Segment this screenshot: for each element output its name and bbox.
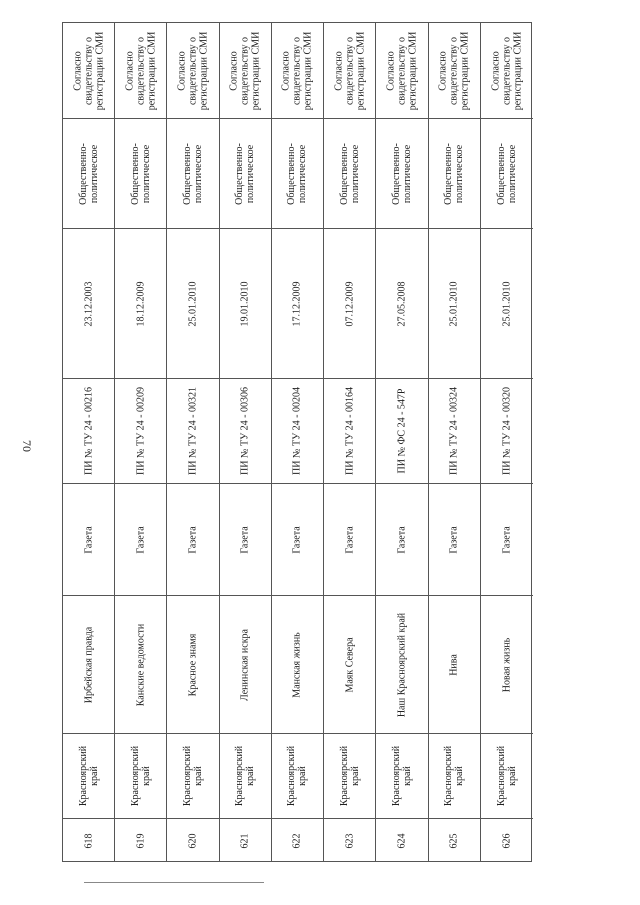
title-cell: [272, 595, 323, 733]
topic-cell: [324, 118, 375, 228]
topic-cell: [115, 118, 166, 228]
type-cell-text: Газета: [187, 525, 199, 554]
title-cell-text: Ирбейская правда: [83, 626, 95, 703]
basis-cell-text: Согласно свидетельству о регистрации СМИ: [437, 31, 471, 110]
region-cell: [376, 733, 427, 818]
basis-cell: [429, 23, 480, 118]
date-cell: [272, 228, 323, 378]
row-number-cell-text: 624: [396, 833, 408, 849]
topic-cell-text: Общественно- политическое: [129, 142, 152, 205]
title-cell: [376, 595, 427, 733]
title-cell-text: Маяк Севера: [344, 636, 356, 693]
basis-cell: [167, 23, 218, 118]
type-cell: [220, 483, 271, 595]
date-cell: [481, 228, 533, 378]
title-cell-text: Канские ведомости: [135, 623, 147, 706]
row-number-cell-text: 626: [501, 833, 513, 849]
basis-cell-text: Согласно свидетельству о регистрации СМИ: [490, 31, 524, 110]
type-cell-text: Газета: [396, 525, 408, 554]
page-number: 70: [20, 440, 34, 452]
reg-number-cell: [167, 378, 218, 483]
reg-number-cell: [115, 378, 166, 483]
row-number-cell: [167, 818, 218, 863]
basis-cell-text: Согласно свидетельству о регистрации СМИ: [176, 31, 210, 110]
row-number-cell: [481, 818, 533, 863]
basis-cell-text: Согласно свидетельству о регистрации СМИ: [72, 31, 106, 110]
type-cell-text: Газета: [448, 525, 460, 554]
type-cell-text: Газета: [501, 525, 513, 554]
reg-number-cell-text: ПИ № ТУ 24 - 00164: [344, 386, 356, 476]
table-row: [324, 23, 376, 861]
date-cell-text: 27.05.2008: [396, 281, 408, 326]
table-row: [376, 23, 428, 861]
reg-number-cell: [63, 378, 114, 483]
row-number-cell: [115, 818, 166, 863]
topic-cell: [429, 118, 480, 228]
date-cell: [167, 228, 218, 378]
table-row: [167, 23, 219, 861]
basis-cell: [324, 23, 375, 118]
title-cell: [324, 595, 375, 733]
type-cell-text: Газета: [291, 525, 303, 554]
date-cell-text: 17.12.2009: [291, 281, 303, 326]
date-cell-text: 18.12.2009: [135, 281, 147, 326]
topic-cell: [167, 118, 218, 228]
topic-cell: [376, 118, 427, 228]
reg-number-cell-text: ПИ № ТУ 24 - 00216: [83, 386, 95, 476]
type-cell: [63, 483, 114, 595]
title-cell-text: Наш Красноярский край: [396, 612, 408, 717]
reg-number-cell-text: ПИ № ТУ 24 - 00321: [187, 386, 199, 476]
region-cell-text: Красноярский край: [286, 745, 309, 807]
topic-cell-text: Общественно- политическое: [286, 142, 309, 205]
title-cell-text: Новая жизнь: [501, 637, 513, 692]
table-row: [272, 23, 324, 861]
basis-cell: [481, 23, 533, 118]
type-cell: [115, 483, 166, 595]
table-row: [115, 23, 167, 861]
region-cell: [167, 733, 218, 818]
topic-cell-text: Общественно- политическое: [495, 142, 518, 205]
row-number-cell: [376, 818, 427, 863]
basis-cell: [63, 23, 114, 118]
title-cell: [481, 595, 533, 733]
type-cell: [272, 483, 323, 595]
reg-number-cell: [376, 378, 427, 483]
region-cell-text: Красноярский край: [443, 745, 466, 807]
region-cell: [429, 733, 480, 818]
row-number-cell: [324, 818, 375, 863]
reg-number-cell-text: ПИ № ТУ 24 - 00209: [135, 386, 147, 476]
region-cell: [220, 733, 271, 818]
region-cell: [63, 733, 114, 818]
topic-cell: [220, 118, 271, 228]
region-cell: [115, 733, 166, 818]
region-cell-text: Красноярский край: [234, 745, 257, 807]
title-cell: [63, 595, 114, 733]
footer-rule: [84, 882, 264, 883]
date-cell: [63, 228, 114, 378]
reg-number-cell-text: ПИ № ТУ 24 - 00306: [239, 386, 251, 476]
row-number-cell: [272, 818, 323, 863]
type-cell: [481, 483, 533, 595]
date-cell-text: 25.01.2010: [501, 281, 513, 326]
date-cell: [429, 228, 480, 378]
reg-number-cell: [481, 378, 533, 483]
region-cell-text: Красноярский край: [182, 745, 205, 807]
region-cell-text: Красноярский край: [495, 745, 518, 807]
row-number-cell-text: 621: [239, 833, 251, 849]
title-cell: [429, 595, 480, 733]
table-row: [63, 23, 115, 861]
region-cell-text: Красноярский край: [338, 745, 361, 807]
basis-cell-text: Согласно свидетельству о регистрации СМИ: [280, 31, 314, 110]
table-row: [220, 23, 272, 861]
row-number-cell: [63, 818, 114, 863]
date-cell: [324, 228, 375, 378]
reg-number-cell-text: ПИ № ТУ 24 - 00324: [448, 386, 460, 476]
title-cell: [220, 595, 271, 733]
basis-cell: [272, 23, 323, 118]
topic-cell-text: Общественно- политическое: [234, 142, 257, 205]
type-cell: [376, 483, 427, 595]
type-cell-text: Газета: [344, 525, 356, 554]
topic-cell: [481, 118, 533, 228]
table-row: [481, 23, 533, 861]
reg-number-cell: [220, 378, 271, 483]
topic-cell-text: Общественно- политическое: [338, 142, 361, 205]
row-number-cell: [429, 818, 480, 863]
topic-cell: [63, 118, 114, 228]
basis-cell: [115, 23, 166, 118]
row-number-cell: [220, 818, 271, 863]
reg-number-cell-text: ПИ № ФС 24 - 547Р: [396, 388, 408, 474]
type-cell: [167, 483, 218, 595]
row-number-cell-text: 618: [83, 833, 95, 849]
type-cell-text: Газета: [239, 525, 251, 554]
basis-cell-text: Согласно свидетельству о регистрации СМИ: [228, 31, 262, 110]
date-cell-text: 23.12.2003: [83, 281, 95, 326]
region-cell-text: Красноярский край: [77, 745, 100, 807]
registry-table: [62, 22, 532, 862]
region-cell: [272, 733, 323, 818]
topic-cell-text: Общественно- политическое: [77, 142, 100, 205]
title-cell: [167, 595, 218, 733]
row-number-cell-text: 625: [448, 833, 460, 849]
region-cell: [324, 733, 375, 818]
reg-number-cell-text: ПИ № ТУ 24 - 00204: [291, 386, 303, 476]
basis-cell-text: Согласно свидетельству о регистрации СМИ: [333, 31, 367, 110]
reg-number-cell-text: ПИ № ТУ 24 - 00320: [501, 386, 513, 476]
basis-cell-text: Согласно свидетельству о регистрации СМИ: [385, 31, 419, 110]
type-cell-text: Газета: [83, 525, 95, 554]
row-number-cell-text: 622: [291, 833, 303, 849]
date-cell-text: 19.01.2010: [239, 281, 251, 326]
topic-cell-text: Общественно- политическое: [443, 142, 466, 205]
date-cell-text: 07.12.2009: [344, 281, 356, 326]
topic-cell-text: Общественно- политическое: [182, 142, 205, 205]
row-number-cell-text: 623: [344, 833, 356, 849]
row-number-cell-text: 619: [135, 833, 147, 849]
basis-cell: [376, 23, 427, 118]
topic-cell-text: Общественно- политическое: [390, 142, 413, 205]
table-row: [429, 23, 481, 861]
type-cell: [324, 483, 375, 595]
title-cell-text: Манская жизнь: [291, 631, 303, 698]
title-cell-text: Красное знамя: [187, 633, 199, 696]
date-cell: [220, 228, 271, 378]
region-cell-text: Красноярский край: [390, 745, 413, 807]
region-cell: [481, 733, 533, 818]
date-cell: [376, 228, 427, 378]
title-cell: [115, 595, 166, 733]
region-cell-text: Красноярский край: [129, 745, 152, 807]
title-cell-text: Нива: [448, 653, 460, 676]
type-cell: [429, 483, 480, 595]
reg-number-cell: [324, 378, 375, 483]
date-cell-text: 25.01.2010: [187, 281, 199, 326]
basis-cell-text: Согласно свидетельству о регистрации СМИ: [124, 31, 158, 110]
type-cell-text: Газета: [135, 525, 147, 554]
row-number-cell-text: 620: [187, 833, 199, 849]
date-cell-text: 25.01.2010: [448, 281, 460, 326]
reg-number-cell: [429, 378, 480, 483]
topic-cell: [272, 118, 323, 228]
date-cell: [115, 228, 166, 378]
basis-cell: [220, 23, 271, 118]
title-cell-text: Ленинская искра: [239, 628, 251, 701]
reg-number-cell: [272, 378, 323, 483]
